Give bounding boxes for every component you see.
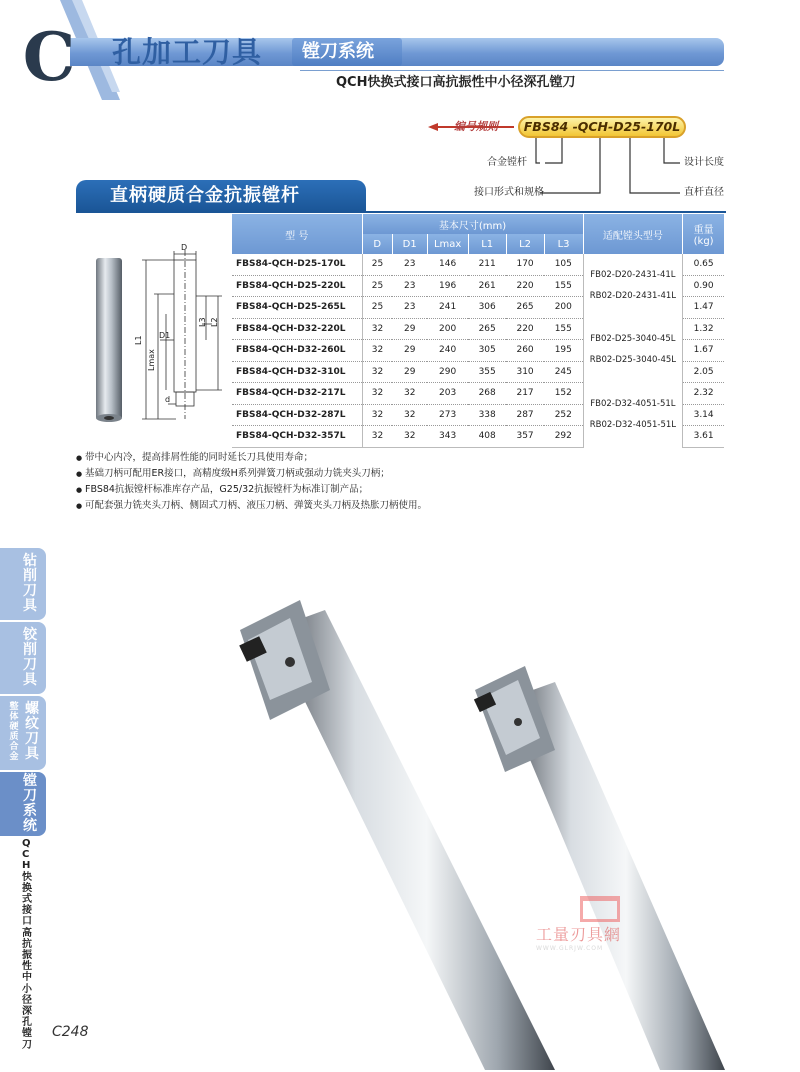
th-Lmax: Lmax xyxy=(427,234,468,254)
cell-weight: 0.90 xyxy=(683,275,724,297)
boring-bar-left xyxy=(239,600,555,1070)
side-tab-boring-active[interactable] xyxy=(0,772,46,836)
holder-fb: FB02-D20-2431-41L xyxy=(590,270,676,280)
cell-l1: 338 xyxy=(468,404,506,426)
holder-rb: RB02-D20-2431-41L xyxy=(589,291,677,301)
cell-lmax: 290 xyxy=(427,361,468,383)
dim-label-L3: L3 xyxy=(198,317,207,327)
watermark-url: WWW.GLRJW.COM xyxy=(536,945,604,952)
cell-l2: 287 xyxy=(506,404,544,426)
dim-label-D1: D1 xyxy=(159,331,171,340)
cell-holder xyxy=(583,383,683,448)
cell-l2: 220 xyxy=(506,318,544,340)
dim-label-L1: L1 xyxy=(134,335,143,345)
cell-weight: 3.14 xyxy=(683,404,724,426)
watermark xyxy=(536,896,676,966)
cell-l1: 261 xyxy=(468,275,506,297)
cell-model: FBS84-QCH-D32-310L xyxy=(232,361,362,383)
table-row xyxy=(232,383,724,405)
rule-part-design-length: 设计长度 xyxy=(684,157,724,168)
cell-weight: 0.65 xyxy=(683,254,724,275)
cell-l1: 306 xyxy=(468,297,506,319)
th-L1: L1 xyxy=(468,234,506,254)
cell-model: FBS84-QCH-D32-217L xyxy=(232,383,362,405)
cell-d: 32 xyxy=(362,426,392,448)
rule-part-shank-diameter: 直杆直径 xyxy=(684,187,724,198)
holder-rb: RB02-D25-3040-45L xyxy=(589,355,677,366)
th-L2: L2 xyxy=(506,234,544,254)
th-basic-dim: 基本尺寸(mm) xyxy=(362,214,583,234)
cell-weight: 3.61 xyxy=(683,426,724,448)
holder-fb: FB02-D32-4051-51L xyxy=(590,398,676,409)
note-item: ● 带中心内冷，提高排屑性能的同时延长刀具使用寿命； xyxy=(76,450,736,466)
cell-model: FBS84-QCH-D25-265L xyxy=(232,297,362,319)
cell-weight: 1.67 xyxy=(683,340,724,362)
page-number: C248 xyxy=(52,1024,89,1040)
cell-l1: 265 xyxy=(468,318,506,340)
page-description: QCH快换式接口高抗振性中小径深孔镗刀 xyxy=(336,75,576,90)
side-tab-reaming-label: 铰削刀具 xyxy=(23,627,37,688)
cell-lmax: 146 xyxy=(427,254,468,275)
cell-l1: 305 xyxy=(468,340,506,362)
cell-d1: 23 xyxy=(392,275,427,297)
cell-d1: 32 xyxy=(392,383,427,405)
cell-lmax: 343 xyxy=(427,426,468,448)
cell-l1: 355 xyxy=(468,361,506,383)
chapter-letter: C xyxy=(22,18,76,96)
cell-l3: 292 xyxy=(544,426,583,448)
cell-holder xyxy=(583,254,683,318)
cell-model: FBS84-QCH-D32-220L xyxy=(232,318,362,340)
coding-rule-label: 编号规则 xyxy=(454,120,498,133)
cell-weight: 2.05 xyxy=(683,361,724,383)
table-row xyxy=(232,318,724,340)
cell-lmax: 203 xyxy=(427,383,468,405)
cell-l1: 408 xyxy=(468,426,506,448)
cell-lmax: 196 xyxy=(427,275,468,297)
cell-l1: 268 xyxy=(468,383,506,405)
holder-fb: FB02-D25-3040-45L xyxy=(590,334,676,345)
note-item: ● 基础刀柄可配用ER接口，高精度级H系列弹簧刀柄或强动力铣夹头刀柄； xyxy=(76,466,736,482)
side-tab-reaming[interactable] xyxy=(0,622,46,694)
cell-l2: 265 xyxy=(506,297,544,319)
cell-model: FBS84-QCH-D25-220L xyxy=(232,275,362,297)
cell-l2: 310 xyxy=(506,361,544,383)
th-holder: 适配镗头型号 xyxy=(583,214,683,254)
side-tab-drilling-label: 钻削刀具 xyxy=(23,553,37,614)
cell-model: FBS84-QCH-D32-260L xyxy=(232,340,362,362)
notes-list xyxy=(76,450,736,514)
rule-part-interface: 接口形式和规格 xyxy=(474,187,544,198)
dim-label-D: D xyxy=(181,243,188,252)
section-underline xyxy=(76,211,726,213)
th-weight-line1: 重量 xyxy=(693,225,714,236)
cell-model: FBS84-QCH-D32-287L xyxy=(232,404,362,426)
side-tab-threading-label: 螺纹刀具 xyxy=(25,701,39,762)
product-photo xyxy=(230,600,750,1070)
side-tab-threading-small: 整体硬质合金 xyxy=(9,702,19,762)
cell-weight: 2.32 xyxy=(683,383,724,405)
cell-l3: 105 xyxy=(544,254,583,275)
cell-d1: 29 xyxy=(392,318,427,340)
th-model: 型 号 xyxy=(232,214,362,254)
cell-d: 32 xyxy=(362,361,392,383)
dim-label-d: d xyxy=(165,395,171,404)
cell-lmax: 241 xyxy=(427,297,468,319)
th-weight-line2: (kg) xyxy=(693,236,714,247)
cell-l2: 170 xyxy=(506,254,544,275)
cell-d: 25 xyxy=(362,254,392,275)
watermark-text: 工量刃具網 xyxy=(536,925,622,944)
cell-d1: 32 xyxy=(392,426,427,448)
dim-label-Lmax: Lmax xyxy=(147,349,156,371)
side-description: QCH快换式接口高抗振性中小径深孔镗刀 xyxy=(22,838,32,1051)
cell-weight: 1.32 xyxy=(683,318,724,340)
cell-l3: 155 xyxy=(544,318,583,340)
cell-d1: 23 xyxy=(392,254,427,275)
cell-l2: 260 xyxy=(506,340,544,362)
cell-model: FBS84-QCH-D32-357L xyxy=(232,426,362,448)
th-D: D xyxy=(362,234,392,254)
th-D1: D1 xyxy=(392,234,427,254)
cell-l3: 152 xyxy=(544,383,583,405)
cell-d: 32 xyxy=(362,318,392,340)
boring-bar-drawing xyxy=(82,214,232,444)
cell-lmax: 240 xyxy=(427,340,468,362)
cell-l2: 217 xyxy=(506,383,544,405)
cell-l3: 155 xyxy=(544,275,583,297)
header-divider xyxy=(300,70,724,71)
th-L3: L3 xyxy=(544,234,583,254)
cell-holder xyxy=(583,318,683,383)
side-tab-boring-label: 镗刀系统 xyxy=(23,773,37,834)
cell-d1: 32 xyxy=(392,404,427,426)
cell-l2: 220 xyxy=(506,275,544,297)
cell-l3: 195 xyxy=(544,340,583,362)
section-title: 直柄硬质合金抗振镗杆 xyxy=(110,185,300,206)
cell-l3: 245 xyxy=(544,361,583,383)
cell-d1: 29 xyxy=(392,361,427,383)
watermark-logo-icon xyxy=(580,896,620,922)
table-row xyxy=(232,254,724,275)
cell-d1: 23 xyxy=(392,297,427,319)
th-weight xyxy=(683,214,724,254)
spec-table xyxy=(232,214,724,448)
holder-rb: RB02-D32-4051-51L xyxy=(589,419,677,430)
note-item: ● 可配套强力铣夹头刀柄、侧固式刀柄、液压刀柄、弹簧夹头刀柄及热胀刀柄使用。 xyxy=(76,498,736,514)
cell-l3: 252 xyxy=(544,404,583,426)
note-item: ● FBS84抗振镗杆标准库存产品，G25/32抗振镗杆为标准订制产品； xyxy=(76,482,736,498)
cell-d: 25 xyxy=(362,275,392,297)
cell-d: 32 xyxy=(362,404,392,426)
bar-photo xyxy=(96,258,122,422)
side-tab-drilling[interactable] xyxy=(0,548,46,620)
cell-model: FBS84-QCH-D25-170L xyxy=(232,254,362,275)
cell-weight: 1.47 xyxy=(683,297,724,319)
cell-l2: 357 xyxy=(506,426,544,448)
cell-d: 25 xyxy=(362,297,392,319)
cell-d1: 29 xyxy=(392,340,427,362)
coding-rule-code: FBS84 -QCH-D25-170L xyxy=(518,116,686,138)
cell-d: 32 xyxy=(362,383,392,405)
page-title: 孔加工刀具 xyxy=(112,35,263,69)
side-tab-threading[interactable] xyxy=(0,696,46,770)
dim-label-L2: L2 xyxy=(210,317,219,327)
cell-l3: 200 xyxy=(544,297,583,319)
rule-part-carbide-bar: 合金镗杆 xyxy=(487,157,527,168)
cell-l1: 211 xyxy=(468,254,506,275)
cell-lmax: 273 xyxy=(427,404,468,426)
cell-lmax: 200 xyxy=(427,318,468,340)
cell-d: 32 xyxy=(362,340,392,362)
page-subtitle: 镗刀系统 xyxy=(302,41,374,62)
